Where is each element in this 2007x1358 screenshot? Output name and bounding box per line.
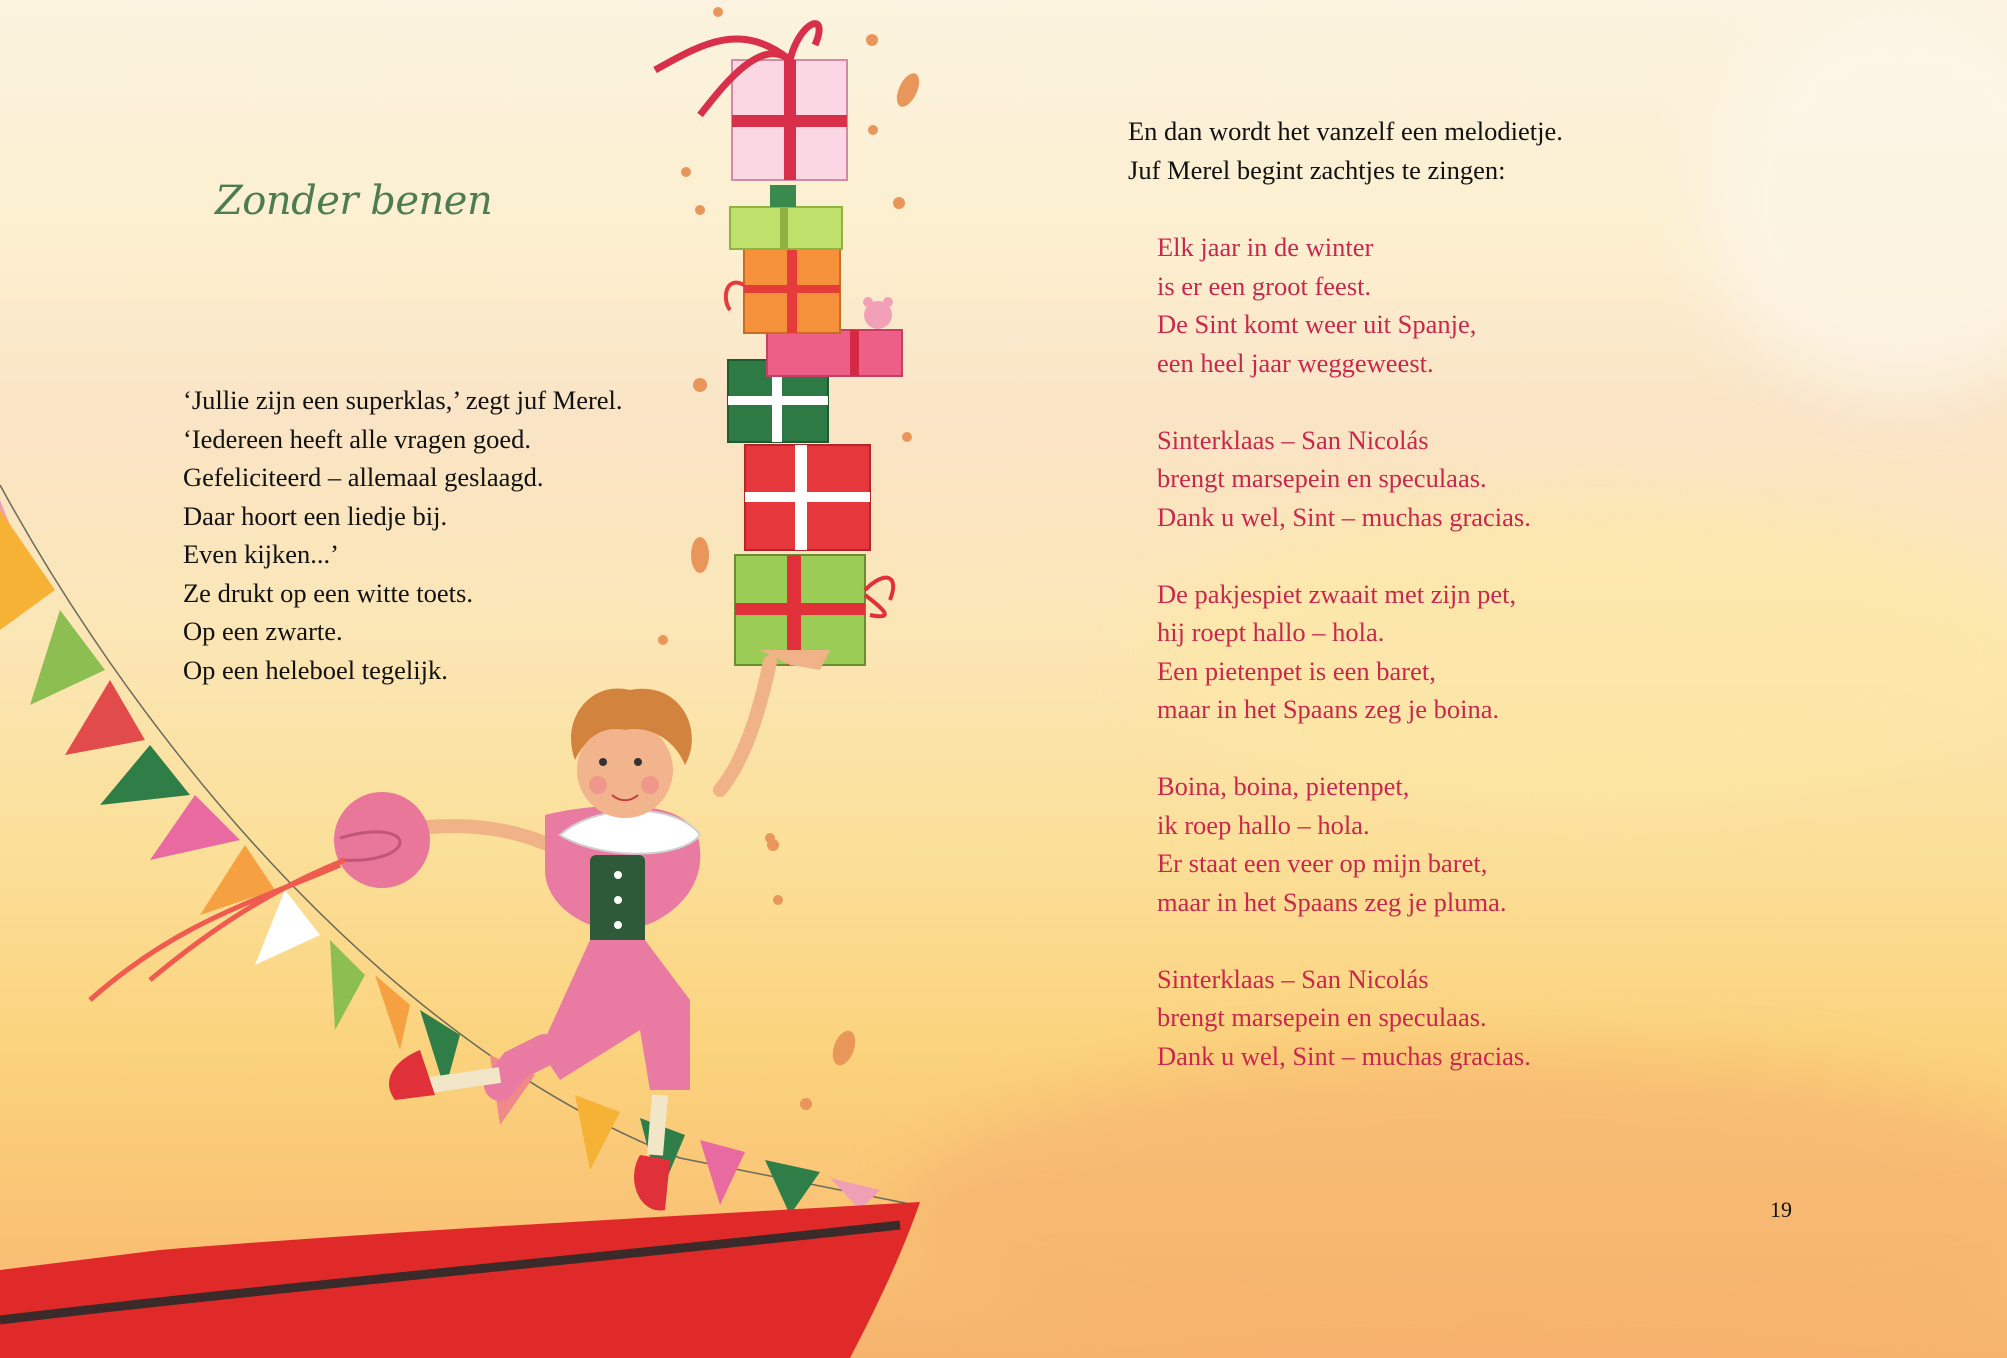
text-line: Juf Merel begint zachtjes te zingen: [1128, 154, 1506, 185]
text-line: De Sint komt weer uit Spanje, [1157, 309, 1477, 339]
text-line: brengt marsepein en speculaas. [1157, 1002, 1487, 1032]
page-number: 19 [1770, 1197, 1792, 1222]
text-line: De pakjespiet zwaait met zijn pet, [1157, 578, 1517, 609]
text-line: Een pietenpet is een baret, [1157, 655, 1436, 686]
text-line: is er een groot feest. [1157, 270, 1372, 301]
text-line: En dan wordt het vanzelf een melodietje. [1128, 116, 1563, 146]
text-line: Even kijken...’ [183, 539, 340, 569]
text-line: ik roep hallo – hola. [1157, 809, 1370, 840]
text-line: hij roept hallo – hola. [1157, 617, 1385, 647]
intro-text [183, 381, 623, 689]
boat-hull [0, 1202, 920, 1358]
song-stanza [1157, 575, 1531, 729]
text-line: maar in het Spaans zeg je pluma. [1157, 886, 1507, 917]
text-line: Boina, boina, pietenpet, [1157, 771, 1410, 801]
text-line: Sinterklaas – San Nicolás [1157, 424, 1429, 455]
text-line: Op een zwarte. [183, 616, 343, 646]
chapter-title: Zonder benen [215, 178, 493, 224]
song-stanza [1157, 960, 1531, 1076]
text-line: Dank u wel, Sint – muchas gracias. [1157, 1040, 1531, 1071]
text-line: Gefeliciteerd – allemaal geslaagd. [183, 462, 544, 492]
lead-text [1128, 112, 1563, 189]
text-line: Sinterklaas – San Nicolás [1157, 963, 1429, 994]
song-stanza [1157, 421, 1531, 537]
text-line: een heel jaar weggeweest. [1157, 347, 1434, 378]
text-line: Daar hoort een liedje bij. [183, 500, 448, 531]
text-line: ‘Iedereen heeft alle vragen goed. [183, 423, 531, 454]
song-stanza [1157, 767, 1531, 921]
text-line: Er staat een veer op mijn baret, [1157, 848, 1488, 878]
song-stanza [1157, 228, 1531, 382]
text-line: Ze drukt op een witte toets. [183, 577, 473, 608]
pakjespiet-figure [90, 650, 830, 1210]
text-line: maar in het Spaans zeg je boina. [1157, 694, 1500, 724]
text-line: Elk jaar in de winter [1157, 232, 1374, 262]
text-line: ‘Jullie zijn een superklas,’ zegt juf Merel. [183, 385, 623, 415]
present-stack [655, 24, 902, 665]
text-line: brengt marsepein en speculaas. [1157, 463, 1487, 493]
text-line: Op een heleboel tegelijk. [183, 654, 448, 685]
song-lyrics [1157, 228, 1531, 1114]
text-line: Dank u wel, Sint – muchas gracias. [1157, 501, 1531, 532]
